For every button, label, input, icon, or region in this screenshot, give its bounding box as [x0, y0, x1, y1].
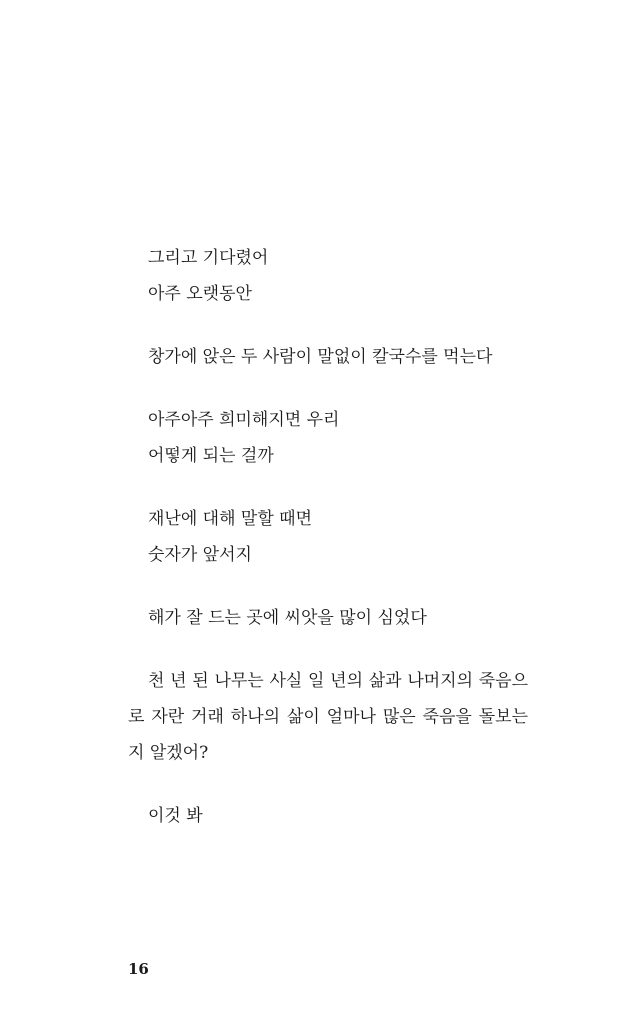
- page-number: 16: [128, 960, 149, 978]
- poem-line: 아주아주 희미해지면 우리: [148, 410, 340, 430]
- poem-line: 그리고 기다렸어: [148, 248, 269, 268]
- poem-line: 해가 잘 드는 곳에 씨앗을 많이 심었다: [148, 608, 427, 628]
- poem-line: 재난에 대해 말할 때면: [148, 509, 313, 529]
- poem-line: 아주 오랫동안: [148, 284, 252, 304]
- poem-line: 숫자가 앞서지: [148, 545, 252, 565]
- poem-body: [128, 240, 528, 834]
- poem-closing-line: 이것 봐: [148, 806, 203, 826]
- poem-paragraph: 천 년 된 나무는 사실 일 년의 삶과 나머지의 죽음으로 자란 거래 하나의 삶이 얼마나 많은 죽음을 돌보는지 알겠어?: [128, 671, 528, 763]
- poem-line: 창가에 앉은 두 사람이 말없이 칼국수를 먹는다: [148, 347, 493, 367]
- poem-line: 어떻게 되는 걸까: [148, 446, 274, 466]
